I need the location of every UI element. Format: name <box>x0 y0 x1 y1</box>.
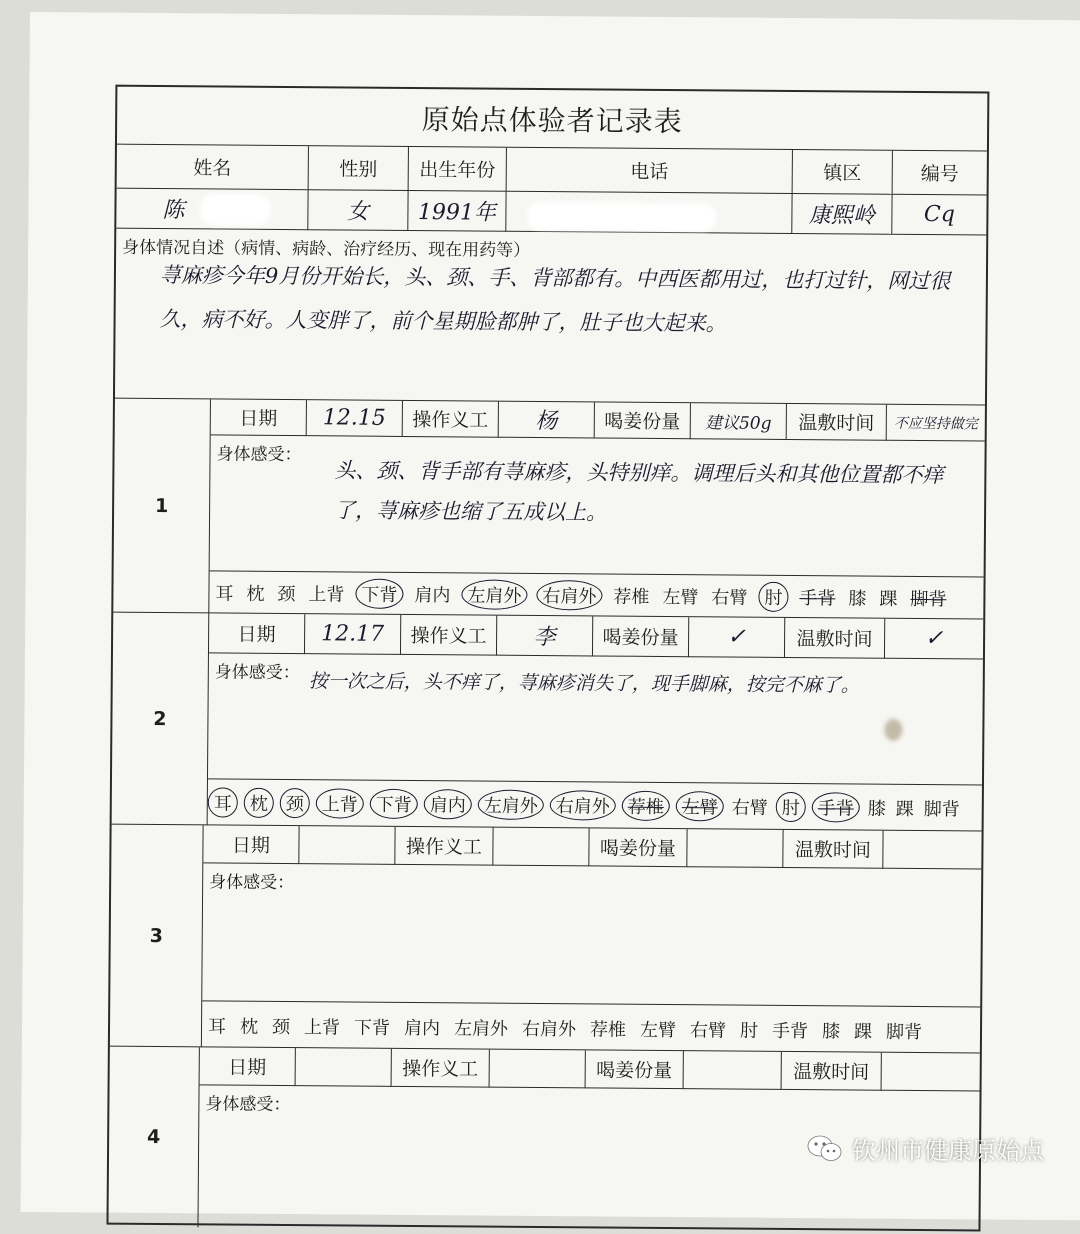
body-part-16: 脚背 <box>923 799 960 821</box>
body-part-13: 手背 <box>799 588 836 610</box>
body-part-11: 右臂 <box>731 797 768 819</box>
session-2-feeling-label: 身体感受： <box>214 662 300 684</box>
body-part-9: 荐椎 <box>589 1019 627 1041</box>
ink-stain <box>884 719 902 741</box>
session-4-warm-label: 温敷时间 <box>782 1052 882 1091</box>
body-part-14: 膝 <box>848 588 867 610</box>
body-part-2: 枕 <box>244 788 274 818</box>
paper-sheet <box>21 12 1080 1220</box>
record-form <box>106 85 989 1232</box>
session-1-ginger: 建议50g <box>691 403 787 440</box>
body-part-16: 脚背 <box>885 1021 923 1044</box>
body-part-4: 上背 <box>303 1017 341 1039</box>
session-1-operator: 杨 <box>499 402 595 439</box>
session-4-feeling-label: 身体感受： <box>205 1094 291 1116</box>
session-3-operator <box>493 828 589 867</box>
watermark-text: 钦州市健康原始点 <box>852 1137 1044 1165</box>
session-3-number: 3 <box>110 825 204 1048</box>
session-2-body-parts <box>208 787 962 823</box>
session-2-date: 12.17 <box>305 614 401 655</box>
body-part-8: 右肩外 <box>536 580 602 611</box>
body-part-15: 踝 <box>853 1021 873 1043</box>
session-4-date-label: 日期 <box>200 1047 296 1086</box>
session-1-number: 1 <box>113 399 211 614</box>
body-part-1: 耳 <box>215 583 234 605</box>
body-part-9: 荐椎 <box>622 791 670 821</box>
body-part-1: 耳 <box>207 1016 227 1038</box>
value-id: Cq <box>892 195 986 236</box>
session-4-operator-label: 操作义工 <box>392 1049 490 1088</box>
body-part-5: 下背 <box>353 1017 391 1039</box>
body-part-6: 肩内 <box>403 1017 441 1040</box>
session-2-ginger-label: 喝姜份量 <box>593 616 689 657</box>
body-part-4: 上背 <box>316 788 364 818</box>
session-1-feeling-label: 身体感受： <box>216 444 302 466</box>
session-1-body-parts <box>213 577 948 613</box>
body-part-6: 肩内 <box>424 789 472 819</box>
session-1-date-label: 日期 <box>211 399 307 436</box>
body-part-15: 踝 <box>879 588 898 610</box>
session-2-warm-label: 温敷时间 <box>785 618 885 659</box>
session-3-warm-label: 温敷时间 <box>783 830 883 869</box>
body-part-8: 右肩外 <box>521 1018 577 1041</box>
session-3-ginger-label: 喝姜份量 <box>589 828 687 867</box>
body-part-12: 肘 <box>776 792 806 822</box>
session-3-feeling-label: 身体感受： <box>209 872 295 894</box>
session-3-warm-time <box>883 831 981 870</box>
header-town: 镇区 <box>793 150 893 195</box>
body-part-14: 膝 <box>821 1021 841 1043</box>
header-phone: 电话 <box>507 148 793 194</box>
self-description-label: 身体情况自述（病情、病龄、治疗经历、现在用药等） <box>122 237 531 261</box>
session-1-operator-label: 操作义工 <box>403 401 499 438</box>
redaction-name <box>200 193 270 226</box>
session-2-operator-label: 操作义工 <box>401 615 497 656</box>
value-gender: 女 <box>308 190 408 231</box>
value-town: 康熙岭 <box>792 194 892 235</box>
body-part-13: 手背 <box>812 792 860 822</box>
body-part-5: 下背 <box>355 579 403 609</box>
body-part-5: 下背 <box>370 789 418 819</box>
session-2-number: 2 <box>112 613 210 826</box>
header-id: 编号 <box>893 151 987 196</box>
session-2-date-label: 日期 <box>209 613 305 654</box>
body-part-15: 踝 <box>895 798 914 820</box>
session-1-warm-label: 温敷时间 <box>787 404 887 441</box>
header-name: 姓名 <box>117 145 309 191</box>
form-title: 原始点体验者记录表 <box>117 87 987 152</box>
session-1-warm-time: 不应坚持做完 <box>887 405 985 442</box>
session-2-ginger: ✓ <box>689 617 785 658</box>
body-part-2: 枕 <box>239 1016 259 1038</box>
session-3-date-label: 日期 <box>203 825 299 864</box>
session-4-date <box>296 1048 392 1087</box>
body-part-14: 膝 <box>867 798 886 820</box>
body-part-10: 左臂 <box>676 791 724 821</box>
body-part-11: 右臂 <box>711 587 748 609</box>
session-2-warm-time: ✓ <box>885 619 983 660</box>
watermark <box>806 1131 1044 1166</box>
session-4-number: 4 <box>108 1047 199 1228</box>
session-1-date: 12.15 <box>307 400 403 437</box>
wechat-icon <box>806 1134 844 1164</box>
body-part-3: 颈 <box>271 1016 291 1039</box>
session-1-feeling: 头、颈、背手部有荨麻疹，头特别痒。调理后头和其他位置都不痒了，荨麻疹也缩了五成以上。 <box>334 458 944 525</box>
session-3-ginger <box>687 829 783 868</box>
session-4-warm-time <box>882 1053 980 1092</box>
session-4-operator <box>490 1050 586 1089</box>
session-2-feeling: 按一次之后，头不痒了，荨麻疹消失了，现手脚麻，按完不麻了。 <box>308 670 860 697</box>
session-3-body-parts <box>206 1011 924 1045</box>
body-part-13: 手背 <box>771 1020 809 1043</box>
session-3-date <box>299 826 395 865</box>
session-4-ginger-label: 喝姜份量 <box>586 1050 684 1089</box>
body-part-3: 颈 <box>280 788 310 818</box>
session-3-operator-label: 操作义工 <box>395 827 493 866</box>
header-birth-year: 出生年份 <box>409 147 507 192</box>
session-2-operator: 李 <box>497 616 593 657</box>
body-part-4: 上背 <box>308 584 345 606</box>
body-part-3: 颈 <box>277 583 296 606</box>
body-part-1: 耳 <box>208 787 238 817</box>
body-part-10: 左臂 <box>639 1019 677 1042</box>
self-description-text: 荨麻疹今年9月份开始长，头、颈、手、背部都有。中西医都用过，也打过针，网过很久，病不好。人变胖了，前个星期脸都肿了，肚子也大起来。 <box>159 263 951 336</box>
body-part-9: 荐椎 <box>613 586 650 608</box>
session-4-ginger <box>684 1051 782 1090</box>
value-birth-year: 1991年 <box>408 191 506 232</box>
value-name: 陈 <box>116 189 308 231</box>
body-part-10: 左臂 <box>662 586 699 609</box>
body-part-2: 枕 <box>246 583 265 605</box>
session-3-feeling-box <box>202 863 981 1007</box>
body-part-7: 左肩外 <box>478 790 544 821</box>
body-part-7: 左肩外 <box>461 579 527 610</box>
body-part-11: 右臂 <box>689 1020 727 1042</box>
body-part-16: 脚背 <box>910 588 947 611</box>
redaction-phone <box>526 202 716 231</box>
body-part-6: 肩内 <box>414 585 451 607</box>
body-part-8: 右肩外 <box>550 790 616 821</box>
body-part-7: 左肩外 <box>453 1018 509 1040</box>
body-part-12: 肘 <box>758 582 788 612</box>
session-1-ginger-label: 喝姜份量 <box>595 402 691 439</box>
body-part-12: 肘 <box>739 1020 759 1042</box>
header-gender: 性别 <box>309 146 409 191</box>
